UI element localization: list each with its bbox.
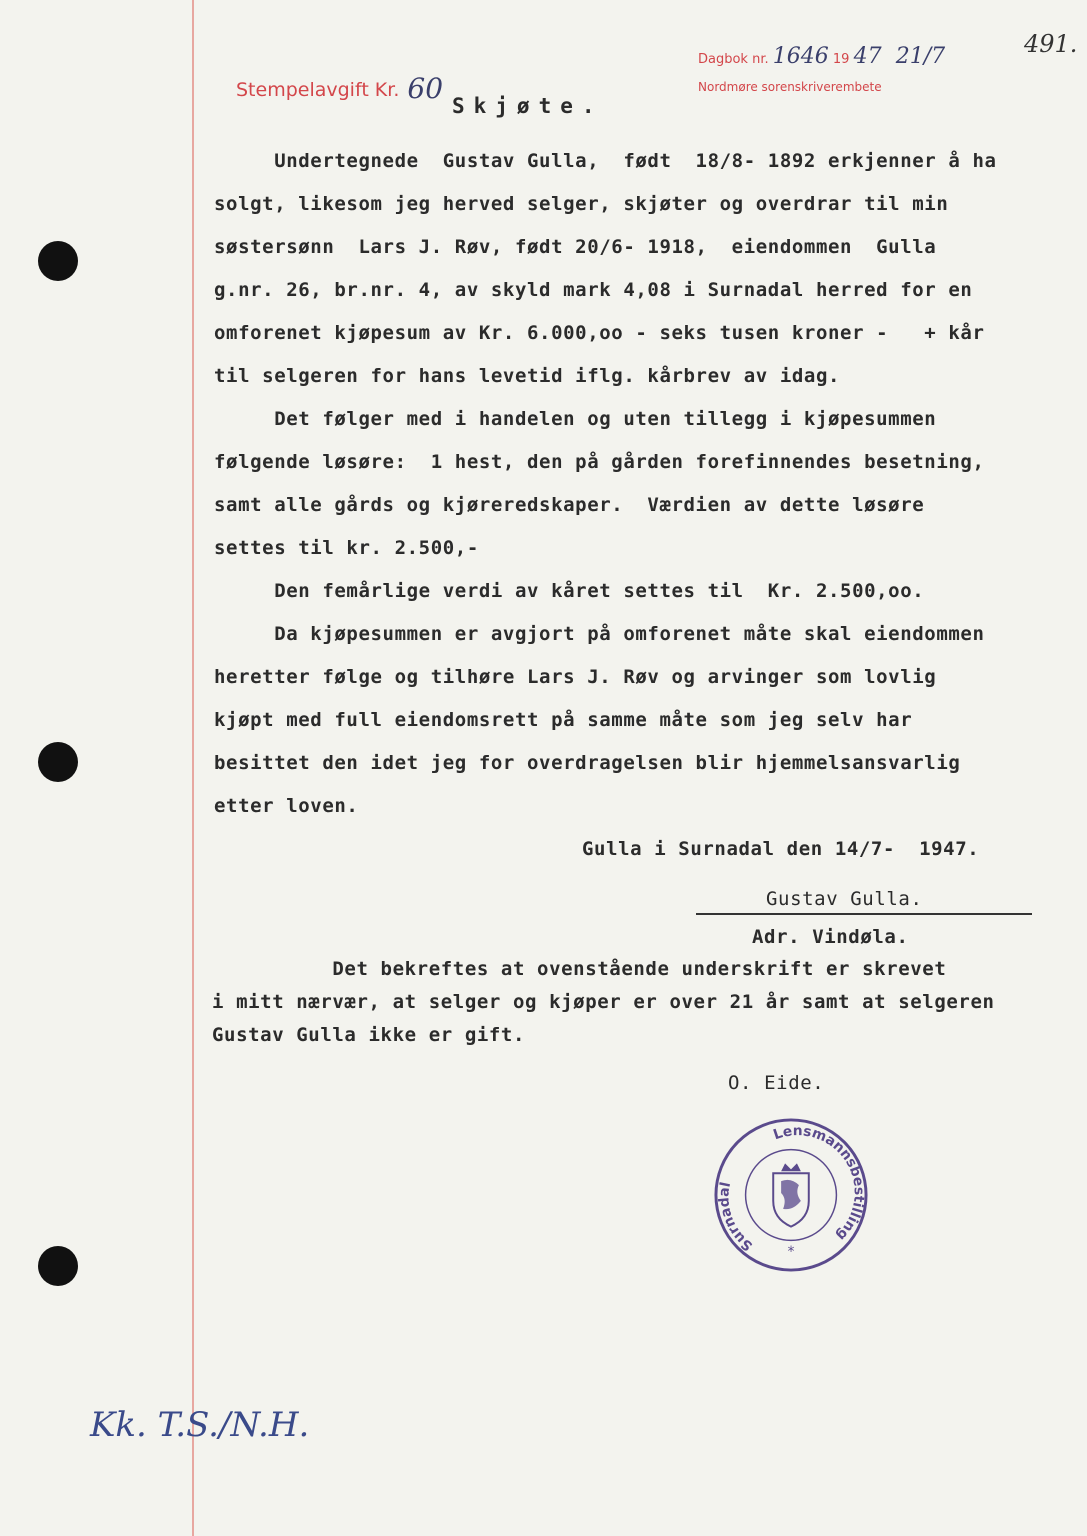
place-date: Gulla i Surnadal den 14/7- 1947. (582, 838, 980, 860)
registry-stamp: Dagbok nr. 1646 19 47 21/7 (698, 44, 946, 69)
certification-line: Gustav Gulla ikke er gift. (212, 1024, 526, 1046)
body-line: g.nr. 26, br.nr. 4, av skyld mark 4,08 i Surnadal herred for en (214, 279, 973, 301)
registry-office: Nordmøre sorenskriverembete (698, 80, 882, 94)
body-line: kjøpt med full eiendomsrett på samme måte som jeg selv har (214, 709, 913, 731)
body-line: settes til kr. 2.500,- (214, 537, 479, 559)
registry-number: 1646 (772, 44, 829, 69)
body-line: samt alle gårds og kjøreredskaper. Værdien av dette løsøre (214, 494, 925, 516)
body-line: søstersønn Lars J. Røv, født 20/6- 1918, eiendommen Gulla (214, 236, 937, 258)
lion-shield-icon (773, 1163, 809, 1226)
seal-text-right: Lensmannsbestilling (771, 1123, 867, 1244)
page-number: 491. (1024, 30, 1078, 58)
registry-date: 21/7 (895, 44, 946, 69)
body-line: til selgeren for hans levetid iflg. kårbrev av idag. (214, 365, 841, 387)
body-line: besittet den idet jeg for overdragelsen blir hjemmelsansvarlig (214, 752, 961, 774)
body-line: Da kjøpesummen er avgjort på omforenet måte skal eiendommen (214, 623, 985, 645)
body-line: omforenet kjøpesum av Kr. 6.000,oo - seks tusen kroner - + kår (214, 322, 985, 344)
registry-year: 47 (853, 44, 882, 69)
signature-line (696, 913, 1032, 915)
body-line: Den femårlige verdi av kåret settes til Kr. 2.500,oo. (214, 580, 925, 602)
punch-hole (38, 1246, 78, 1286)
body-line: følgende løsøre: 1 hest, den på gården forefinnendes besetning, (214, 451, 985, 473)
body-line: etter loven. (214, 795, 359, 817)
body-line: heretter følge og tilhøre Lars J. Røv og arvinger som lovlig (214, 666, 937, 688)
handwritten-note: Kk. T.S./N.H. (90, 1405, 310, 1445)
punch-hole (38, 742, 78, 782)
body-line: Undertegnede Gustav Gulla, født 18/8- 1892 erkjenner å ha (214, 150, 997, 172)
certification-line: Det bekreftes at ovenstående underskrift er skrevet (212, 958, 947, 980)
seller-address: Adr. Vindøla. (752, 926, 909, 948)
margin-line (192, 0, 194, 1536)
certification-line: i mitt nærvær, at selger og kjøper er over 21 år samt at selgeren (212, 991, 995, 1013)
body-line: Det følger med i handelen og uten tillegg i kjøpesummen (214, 408, 937, 430)
seller-signature: Gustav Gulla. (766, 888, 923, 910)
stamp-fee-amount: 60 (407, 72, 444, 105)
document-title: Skjøte. (452, 94, 604, 118)
stamp-fee-label: Stempelavgift Kr. 60 (236, 72, 444, 105)
official-seal (712, 1116, 870, 1274)
witness-signature: O. Eide. (728, 1072, 825, 1094)
seal-text-left: Surnadal (716, 1180, 756, 1254)
punch-hole (38, 241, 78, 281)
body-line: solgt, likesom jeg herved selger, skjøter og overdrar til min (214, 193, 949, 215)
star-icon: * (786, 1244, 796, 1261)
